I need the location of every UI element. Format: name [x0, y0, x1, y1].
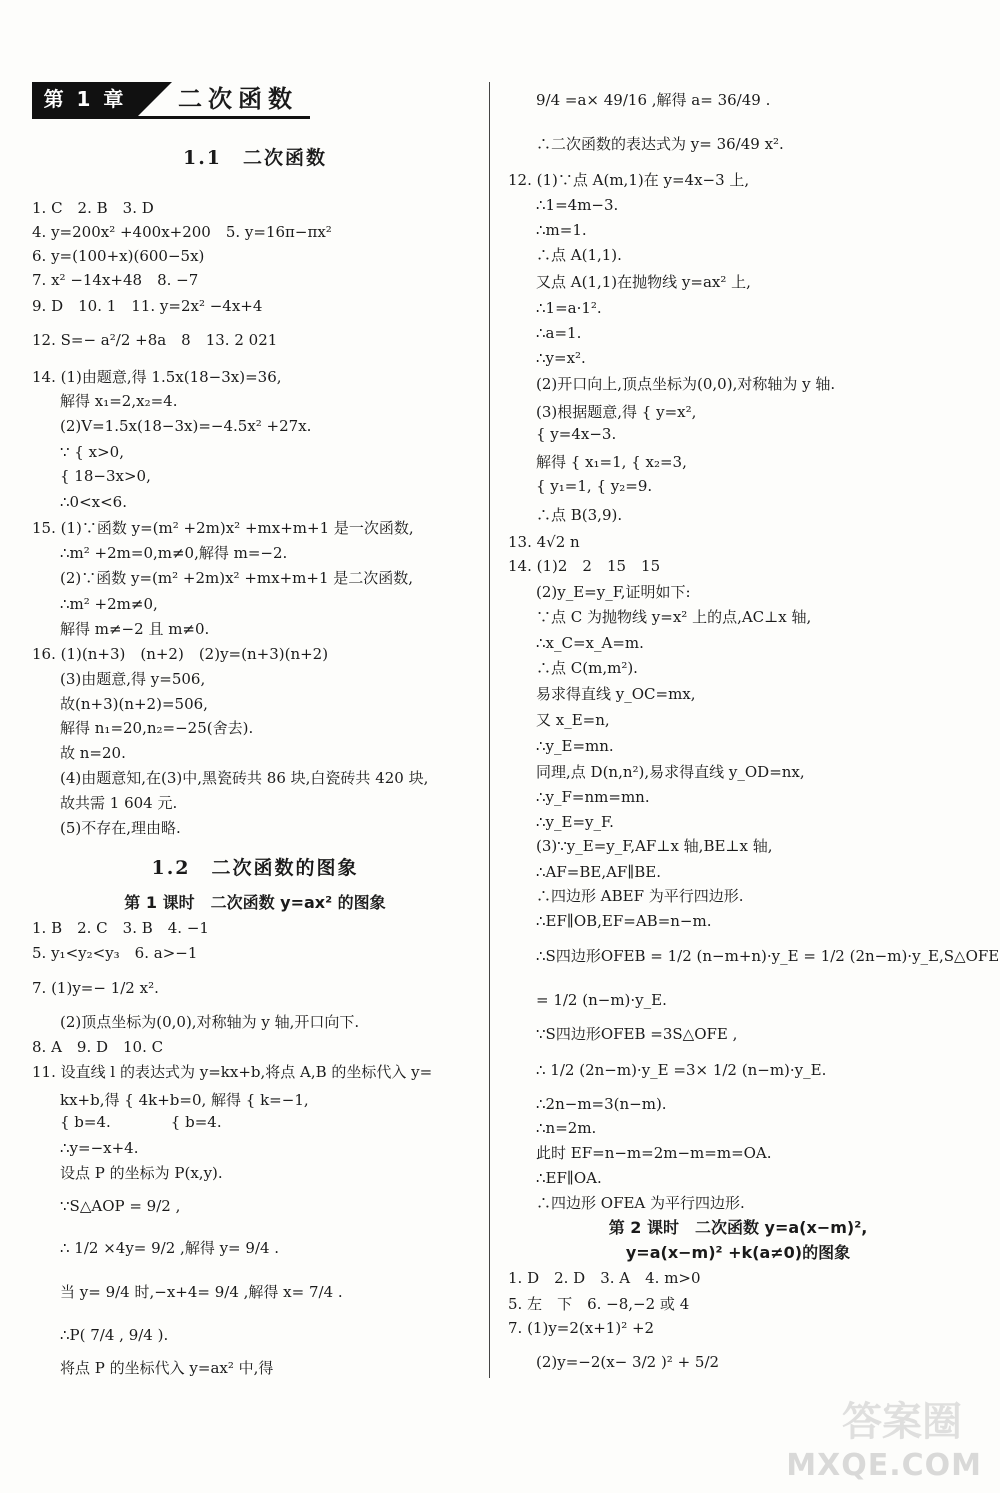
chapter-label: 第 1 章: [32, 82, 138, 116]
left-line-14: ∴m² +2m=0,m≠0,解得 m=−2.: [60, 544, 288, 562]
right-line-18: (2)y_E=y_F,证明如下:: [536, 583, 691, 601]
right-line-40: ∴四边形 OFEA 为平行四边形.: [536, 1194, 745, 1212]
right-line-27: ∴y_E=y_F.: [536, 813, 614, 831]
right-line-44: 5. 左 下 6. −8,−2 或 4: [508, 1295, 690, 1313]
left-line-27: 第 1 课时 二次函数 y=ax² 的图象: [124, 893, 386, 912]
left-line-19: (3)由题意,得 y=506,: [60, 670, 206, 688]
right-line-10: (2)开口向上,顶点坐标为(0,0),对称轴为 y 轴.: [536, 375, 836, 393]
watermark-logo: [782, 1393, 982, 1483]
chapter-title: 二次函数: [178, 85, 298, 113]
right-line-12: { y=4x−3.: [536, 425, 617, 443]
chapter-label-arrow: [138, 82, 172, 116]
left-line-20: 故(n+3)(n+2)=506,: [60, 695, 208, 713]
left-line-41: ∴P( 7/4 , 9/4 ).: [60, 1326, 169, 1344]
watermark-cn: 答案圈: [842, 1399, 962, 1445]
right-line-2: 12. (1)∵点 A(m,1)在 y=4x−3 上,: [508, 171, 750, 189]
right-line-39: ∴EF∥OA.: [536, 1169, 602, 1187]
left-line-13: 15. (1)∵函数 y=(m² +2m)x² +mx+m+1 是一次函数,: [32, 519, 414, 537]
right-line-45: 7. (1)y=2(x+1)² +2: [508, 1319, 655, 1337]
left-line-8: 解得 x₁=2,x₂=4.: [60, 392, 178, 410]
left-line-22: 故 n=20.: [60, 744, 126, 762]
right-line-14: { y₁=1, { y₂=9.: [536, 477, 653, 495]
left-line-39: ∴ 1/2 ×4y= 9/2 ,解得 y= 9/4 .: [60, 1239, 280, 1257]
right-line-5: ∴点 A(1,1).: [536, 246, 622, 264]
left-line-3: 6. y=(100+x)(600−5x): [32, 247, 205, 265]
right-line-29: ∴AF=BE,AF∥BE.: [536, 863, 662, 881]
left-line-40: 当 y= 9/4 时,−x+4= 9/4 ,解得 x= 7/4 .: [60, 1283, 343, 1301]
left-line-12: ∴0<x<6.: [60, 493, 127, 511]
right-line-8: ∴a=1.: [536, 324, 582, 342]
right-line-9: ∴y=x².: [536, 349, 586, 367]
right-line-11: (3)根据题意,得 { y=x²,: [536, 403, 697, 421]
right-line-42: y=a(x−m)² +k(a≠0)的图象: [625, 1243, 851, 1262]
left-line-4: 7. x² −14x+48 8. −7: [32, 271, 199, 289]
left-line-25: (5)不存在,理由略.: [60, 819, 181, 837]
left-line-0: 1.1 二次函数: [182, 147, 328, 169]
watermark-url: MXQE.COM: [786, 1448, 982, 1483]
right-line-32: ∴S四边形OFEB = 1/2 (n−m+n)·y_E = 1/2 (2n−m)·y_E,S△OFE: [536, 947, 1000, 965]
right-line-16: 13. 4√2 n: [508, 533, 580, 551]
left-line-18: 16. (1)(n+3) (n+2) (2)y=(n+3)(n+2): [32, 645, 329, 663]
left-line-2: 4. y=200x² +400x+200 5. y=16π−πx²: [32, 223, 332, 241]
right-line-15: ∴点 B(3,9).: [536, 506, 623, 524]
left-line-34: kx+b,得 { 4k+b=0, 解得 { k=−1,: [60, 1091, 309, 1109]
left-line-36: ∴y=−x+4.: [60, 1139, 139, 1157]
right-line-35: ∴ 1/2 (2n−m)·y_E =3× 1/2 (n−m)·y_E.: [536, 1061, 827, 1079]
left-line-37: 设点 P 的坐标为 P(x,y).: [60, 1164, 223, 1182]
left-line-30: 7. (1)y=− 1/2 x².: [32, 979, 159, 997]
right-line-28: (3)∵y_E=y_F,AF⊥x 轴,BE⊥x 轴,: [536, 837, 773, 855]
left-line-38: ∵S△AOP = 9/2 ,: [60, 1197, 181, 1215]
left-line-42: 将点 P 的坐标代入 y=ax² 中,得: [60, 1359, 274, 1377]
left-line-21: 解得 n₁=20,n₂=−25(舍去).: [60, 719, 254, 737]
right-line-0: 9/4 =a× 49/16 ,解得 a= 36/49 .: [536, 91, 771, 109]
left-line-5: 9. D 10. 1 11. y=2x² −4x+4: [32, 297, 263, 315]
right-line-7: ∴1=a·1².: [536, 299, 602, 317]
left-line-28: 1. B 2. C 3. B 4. −1: [32, 919, 209, 937]
right-line-19: ∵点 C 为抛物线 y=x² 上的点,AC⊥x 轴,: [536, 608, 812, 626]
right-line-43: 1. D 2. D 3. A 4. m>0: [508, 1269, 701, 1287]
right-line-41: 第 2 课时 二次函数 y=a(x−m)²,: [608, 1218, 868, 1237]
right-line-1: ∴二次函数的表达式为 y= 36/49 x².: [536, 135, 784, 153]
left-line-6: 12. S=− a²/2 +8a 8 13. 2 021: [32, 331, 278, 349]
left-line-16: ∴m² +2m≠0,: [60, 595, 158, 613]
right-line-31: ∴EF∥OB,EF=AB=n−m.: [536, 912, 712, 930]
right-line-13: 解得 { x₁=1, { x₂=3,: [536, 453, 687, 471]
right-line-36: ∴2n−m=3(n−m).: [536, 1095, 667, 1113]
right-line-6: 又点 A(1,1)在抛物线 y=ax² 上,: [536, 273, 751, 291]
chapter-rule: [32, 116, 310, 119]
left-line-24: 故共需 1 604 元.: [60, 794, 178, 812]
right-line-3: ∴1=4m−3.: [536, 196, 619, 214]
left-line-9: (2)V=1.5x(18−3x)=−4.5x² +27x.: [60, 417, 312, 435]
left-line-23: (4)由题意知,在(3)中,黑瓷砖共 86 块,白瓷砖共 420 块,: [60, 769, 429, 787]
left-line-29: 5. y₁<y₂<y₃ 6. a>−1: [32, 944, 198, 962]
right-line-37: ∴n=2m.: [536, 1119, 597, 1137]
right-line-30: ∴四边形 ABEF 为平行四边形.: [536, 887, 744, 905]
right-line-34: ∵S四边形OFEB =3S△OFE ,: [536, 1025, 738, 1043]
left-line-10: ∵ { x>0,: [60, 443, 124, 461]
left-line-31: (2)顶点坐标为(0,0),对称轴为 y 轴,开口向下.: [60, 1013, 360, 1031]
right-line-4: ∴m=1.: [536, 221, 587, 239]
right-line-22: 易求得直线 y_OC=mx,: [536, 685, 696, 703]
left-line-17: 解得 m≠−2 且 m≠0.: [60, 620, 210, 638]
right-line-25: 同理,点 D(n,n²),易求得直线 y_OD=nx,: [536, 763, 805, 781]
right-line-38: 此时 EF=n−m=2m−m=m=OA.: [536, 1144, 772, 1162]
right-line-33: = 1/2 (n−m)·y_E.: [536, 991, 667, 1009]
right-line-26: ∴y_F=nm=mn.: [536, 788, 650, 806]
left-line-33: 11. 设直线 l 的表达式为 y=kx+b,将点 A,B 的坐标代入 y=: [32, 1063, 433, 1081]
chapter-header: [32, 82, 310, 118]
right-line-23: 又 x_E=n,: [536, 711, 610, 729]
left-line-11: { 18−3x>0,: [60, 467, 151, 485]
left-line-1: 1. C 2. B 3. D: [32, 199, 154, 217]
left-line-35: { b=4. { b=4.: [60, 1113, 222, 1131]
column-divider: [489, 82, 490, 1378]
right-line-24: ∴y_E=mn.: [536, 737, 614, 755]
right-line-20: ∴x_C=x_A=m.: [536, 634, 644, 652]
right-line-17: 14. (1)2 2 15 15: [508, 557, 661, 575]
left-line-26: 1.2 二次函数的图象: [151, 857, 359, 879]
right-line-21: ∴点 C(m,m²).: [536, 659, 638, 677]
left-line-32: 8. A 9. D 10. C: [32, 1038, 164, 1056]
left-line-7: 14. (1)由题意,得 1.5x(18−3x)=36,: [32, 368, 282, 386]
right-line-46: (2)y=−2(x− 3/2 )² + 5/2: [536, 1353, 720, 1371]
left-line-15: (2)∵函数 y=(m² +2m)x² +mx+m+1 是二次函数,: [60, 569, 414, 587]
